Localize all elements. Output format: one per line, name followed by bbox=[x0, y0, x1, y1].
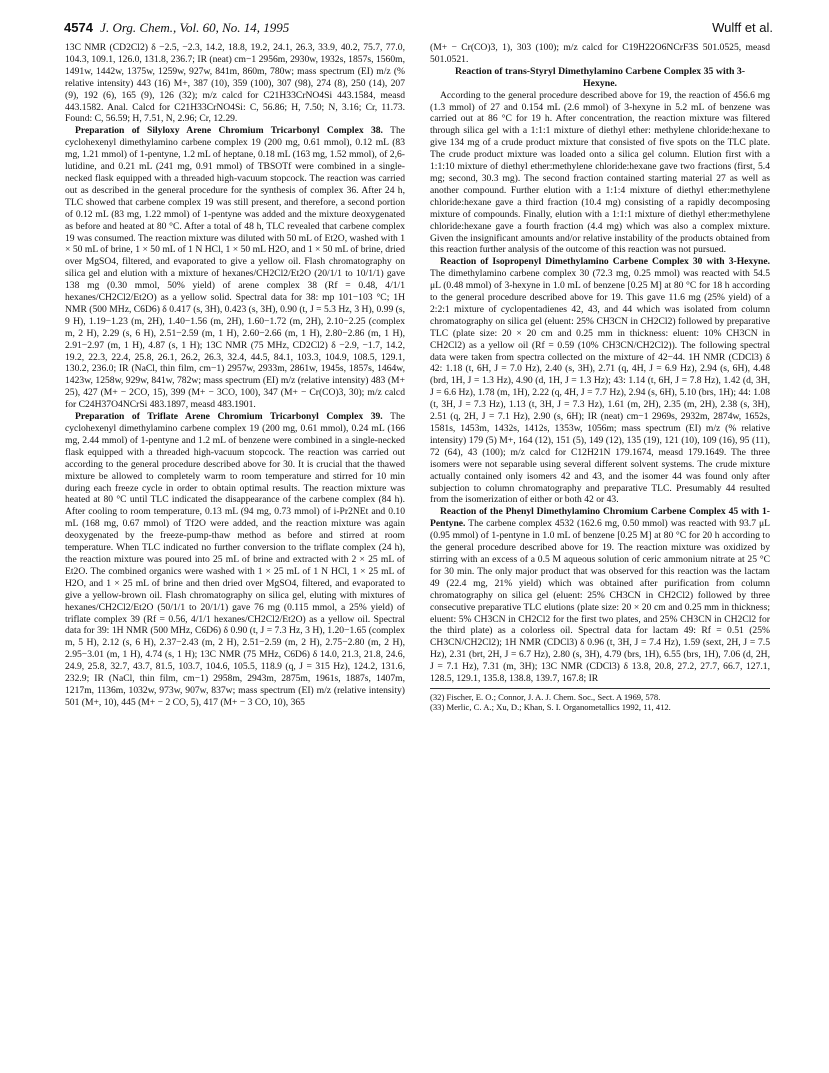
section-text-complex-30: The dimethylamino carbene complex 30 (72.3 mg, 0.25 mmol) was reacted with 54.5 μL (0.48 mmol) of 3-hexyne in 1.0 mL of benzene [0.25 M] at 80 °C for 18 h according to the general procedure described above for 19. This gave 11.6 mg (25% yield) of a 2:2:1 mixture of cyclopentadienes 42, 43, and 44 which was isolated from column chromatography on silica gel (eluent: 25% CH3CN in CH2Cl2) followed by preparative TLC (plate size: 20 × 20 cm and 0.25 mm in thickness: eluent: 10% CH3CN in CH2Cl2) as a yellow oil (Rf = 0.59 (10% CH3CN/CH2Cl2)). The following spectral data were taken from spectra collected on the mixture of 42−44. 1H NMR (CDCl3) δ 42: 1.18 (t, 6H, J = 7.0 Hz), 2.40 (s, 3H), 2.71 (q, 4H, J = 6.9 Hz), 2.94 (s, 6H), 4.48 (brd, 1H, J = 1.3 Hz), 4.90 (d, 1H, J = 1.3 Hz); 43: 1.14 (t, 6H, J = 7.8 Hz), 1.42 (d, 3H, J = 6.6 Hz), 1.78 (m, 1H), 2.22 (q, 4H, J = 7.7 Hz), 2.94 (s, 6H), 5.10 (brs, 1H); 44: 1.08 (t, 3H, J = 7.3 Hz), 1.13 (t, 3H, J = 7.3 Hz), 1.61 (m, 2H), 2.35 (m, 2H), 2.38 (s, 3H), 2.51 (q, 2H, J = 7.1 Hz), 2.90 (s, 6H); IR (neat) cm−1 2969s, 2932m, 2874w, 1652s, 1581s, 1453m, 1432s, 1412s, 1353w, 1056m; mass spectrum (EI) m/z (% relative intensity) 179 (5) M+, 164 (12), 151 (5), 149 (12), 135 (19), 121 (10), 109 (16), 95 (11), 72 (64), 43 (100); m/z calcd for C12H21N 179.1674, measd 179.1649. The three isomers were not separable using several different solvent systems. The crude mixture actually contained only isomers 42 and 43, and the isomer 44 was found only after subjection to column chromatography and preparative TLC. Presumably 44 resulted from the isomerization of either or both 42 or 43. bbox=[430, 268, 770, 506]
section-text-complex-38: The cyclohexenyl dimethylamino carbene complex 19 (200 mg, 0.61 mmol), 0.12 mL (83 mg, 1.21 mmol) of 1-pentyne, 1.2 mL of heptane, 0.18 mL (163 mg, 1.52 mmol), of 2,6-lutidine, and 0.21 mL (241 mg, 0.91 mmol) of TBSOTf were combined in a single-necked flask equipped with a threaded high-vacuum stopcock. The reaction was carried out as described in the general procedure for the synthesis of complex 36. After 24 h, TLC showed that carbene complex 19 was still present, and therefore, a second portion of 0.12 mL (83 mg, 1.22 mmol) of 1-pentyne was added and the mixture deoxygenated as before and heated at 80 °C. After a total of 48 h, TLC revealed that carbene complex 19 was consumed. The reaction mixture was diluted with 50 mL of Et2O, washed with 1 × 50 mL of brine, 1 × 50 mL of 1 N HCl, 1 × 50 mL H2O, and 1 × 50 mL of brine, dried over MgSO4, filtered, and evaporated to give a yellow oil. Flash chromatography on silica gel and elution with a mixture of hexanes/CH2Cl2/Et2O (20/1/1 to 10/1/1) gave 138 mg (0.30 mmol, 50% yield) of arene complex 38 (Rf = 0.48, 4/1/1 hexanes/CH2Cl2/Et2O) as a yellow solid. Spectral data for 38: mp 101−103 °C; 1H NMR (500 MHz, C6D6) δ 0.417 (s, 3H), 0.423 (s, 3H), 0.90 (t, J = 5.3 Hz, 3 H), 0.99 (s, 9 H), 1.19−1.23 (m, 2H), 1.40−1.56 (m, 2H), 1.60−1.72 (m, 2H), 2.10−2.25 (complex m, 2 H), 2.29 (s, 6 H), 2.51−2.59 (m, 1 H), 2.60−2.66 (m, 1 H), 2.80−2.86 (m, 1 H), 2.91−2.97 (m, 1 H), 4.87 (s, 1 H); 13C NMR (75 MHz, CD2Cl2) δ −2.9, −1.7, 14.2, 19.2, 22.3, 22.4, 25.8, 26.1, 26.2, 26.3, 32.4, 44.5, 84.1, 103.3, 104.9, 108.5, 129.1, 130.2, 236.0; IR (NaCl, thin film, cm−1) 2957w, 2933m, 2861w, 1945s, 1857s, 1464w, 1423w, 1258w, 929w, 841w, 782w; mass spectrum (EI) m/z (relative intensity) 483 (M+ 25), 427 (M+ − 2CO, 15), 399 (M+ − 3CO, 100), 347 (M+ − Cr(CO)3, 30); m/z calcd for C24H37O4NCrSi 483.1897, measd 483.1901. bbox=[65, 125, 405, 411]
section-heading-complex-45: Reaction of the Phenyl Dimethylamino Chromium Carbene Complex 45 with 1-Pentyne. bbox=[430, 506, 770, 530]
footnote-33: (33) Merlic, C. A.; Xu, D.; Khan, S. I. Organometallics 1992, 11, 412. bbox=[430, 702, 671, 713]
section-heading-complex-30: Reaction of Isopropenyl Dimethylamino Carbene Complex 30 with 3-Hexyne. bbox=[440, 256, 770, 268]
journal-citation bbox=[64, 20, 289, 36]
section-complex-38 bbox=[65, 125, 405, 411]
section-text-complex-45: The carbene complex 4532 (162.6 mg, 0.50 mmol) was reacted with 93.7 μL (0.95 mmol) of 1-pentyne in 1.0 mL of benzene [0.25 M] at 80 °C for 20 h according to the general procedure described above for 19. The reaction mixture was oxidized by stirring with an excess of a 0.5 M aqueous solution of ceric ammonium nitrate at 25 °C for 30 min. The only major product that was observed for this reaction was the lactam 49 (22.4 mg, 21% yield) which was obtained after purification from column chromatography on silica gel (eluent: 25% CH3CN in CH2Cl2) followed by three consecutive preparative TLC elutions (plate size: 20 × 20 cm and 0.25 mm in thickness; eluent: 5% CH3CN in CH2Cl2 for the first two plates, and 25% CH3CN in CH2Cl2 for the third plate) as a colorless oil. Spectral data for lactam 49: Rf = 0.51 (25% CH3CN/CH2Cl2); 1H NMR (CDCl3) δ 0.96 (t, 3H, J = 7.4 Hz), 1.59 (sext, 2H, J = 7.5 Hz), 2.31 (brt, 2H, J = 6.7 Hz), 2.80 (s, 3H), 4.79 (brs, 1H), 6.55 (brs, 1H), 7.06 (d, 2H, J = 7.1 Hz), 7.31 (m, 3H); 13C NMR (CDCl3) δ 13.8, 20.8, 27.2, 27.7, 66.7, 127.1, 128.5, 129.1, 135.8, 138.8, 139.7, 167.8; IR bbox=[430, 518, 770, 685]
section-complex-39 bbox=[65, 411, 405, 709]
section-text-complex-39: The cyclohexenyl dimethylamino carbene complex 19 (200 mg, 0.61 mmol), 0.24 mL (166 mg, 2.44 mmol) of 1-pentyne and 1.2 mL of benzene were combined in a single-necked flask equipped with a threaded high-vacuum stopcock. The reaction was carried out according to the general procedure described above for 30. It is crucial that the thawed mixture be allowed to completely warm to room temperature and stirred for 10 min during each freeze cycle in order to obtain optimal results. The reaction mixture was heated at 80 °C until TLC indicated the disappearance of the carbene complex (84 h). After cooling to room temperature, 0.13 mL (94 mg, 0.73 mmol) of i-Pr2NEt and 0.10 mL (168 mg, 0.67 mmol) of Tf2O were added, and the reaction mixture was again deoxygenated by the freeze-pump-thaw method as before and stirred at room temperature. When TLC indicated no further conversion to the triflate complex (24 h), the reaction mixture was poured into 25 mL of brine and extracted with 2 × 25 mL of Et2O. The combined organics were washed with 1 × 25 mL of 1 N HCl, 1 × 25 mL of H2O, and 1 × 25 mL of brine and then dried over MgSO4, filtered, and evaporated to give a yellow-brown oil. Flash chromatography on silica gel, eluting with mixtures of hexanes/CH2Cl2/Et2O (50/1/1 to 20/1/1) gave 76 mg (0.115 mmol, a 25% yield) of triflate complex 39 (Rf = 0.56, 4/1/1 hexanes/CH2Cl2/Et2O) as a yellow oil. Spectral data for 39: 1H NMR (500 MHz, C6D6) δ 0.90 (t, J = 7.3 Hz, 3 H), 1.20−1.65 (complex m, 5 H), 2.12 (s, 6 H), 2.37−2.43 (m, 2 H), 2.51−2.59 (m, 2 H), 2.75−2.80 (m, 2 H), 2.95−3.01 (m, 1 H), 4.74 (s, 1 H); 13C NMR (75 MHz, C6D6) δ 14.0, 21.3, 21.8, 24.6, 24.9, 25.8, 32.7, 43.7, 81.5, 103.7, 104.6, 105.5, 118.9 (q, J = 315 Hz), 124.2, 131.6, 232.9; IR (NaCl, thin film, cm−1) 2958m, 2943m, 2875m, 1961s, 1887s, 1407m, 1217m, 1136m, 1032w, 973w, 907w, 837w; mass spectrum (EI) m/z (relative intensity) 501 (M+, 10), 445 (M+ − 2 CO, 5), 417 (M+ − 3 CO, 10), 365 bbox=[65, 411, 405, 708]
section-text-complex-35: According to the general procedure described above for 19, the reaction of 456.6 mg (1.3 mmol) of 27 and 0.154 mL (2.6 mmol) of 3-hexyne in 5.2 mL of benzene was carried out at 86 °C for 19 h. After concentration, the reaction mixture was filtered through silica gel with a 1:1:1 mixture of diethyl ether: methylene chloride:hexane to give 134 mg of a crude product mixture that consisted of five spots on the TLC plate. The crude product mixture was loaded onto a silica gel column. Elution first with a 1:1:10 mixture of diethyl ether:methylene chloride:hexane gave two fractions (first, 5.4 mg; second, 30.3 mg). The second fraction contained starting material 27 as well as another compound. Further elution with a 1:1:4 mixture of diethyl ether:methylene chloride:hexane gave a third fraction (10.4 mg) consisting of a rapidly decomposing mixture of compounds. Finally, elution with a 1:1:1 mixture of diethyl ether:methylene chloride:hexane gave a fourth fraction (4.4 mg) which was also a complex mixture. Given the insignificant amounts and/or relative instability of the products obtained from this reaction further analysis of the outcome of this reaction was not pursued. bbox=[430, 89, 770, 256]
section-heading-complex-35: Reaction of trans-Styryl Dimethylamino Carbene Complex 35 with 3-Hexyne. bbox=[454, 65, 746, 89]
page-number: 4574 bbox=[64, 20, 93, 35]
running-authors: Wulff et al. bbox=[712, 20, 773, 35]
section-complex-30 bbox=[430, 256, 770, 506]
page-header bbox=[64, 20, 773, 38]
nmr-data-paragraph: 13C NMR (CD2Cl2) δ −2.5, −2.3, 14.2, 18.8, 19.2, 24.1, 26.3, 33.9, 40.2, 75.7, 77.0, 104.3, 109.1, 126.0, 131.8, 236.7; IR (neat) cm−1 2956m, 2930w, 1932s, 1857s, 1560m, 1491w, 1442w, 1375w, 1259w, 927w, 841m, 860m, 780w; mass spectrum (EI) m/z (% relative intensity) 443 (16) M+, 387 (10), 359 (100), 307 (98), 274 (8), 250 (14), 207 (9), 192 (6), 165 (9), 126 (32); m/z calcd for C21H33CrNO4Si 443.1584, measd 443.1582. Anal. Calcd for C21H33CrNO4Si: C, 56.86; H, 7.50; N, 3.16; Cr, 11.73. Found: C, 56.59; H, 7.51, N, 2.96; Cr, 12.29. bbox=[65, 42, 405, 125]
left-column bbox=[65, 42, 405, 709]
right-column bbox=[430, 42, 770, 713]
footnotes bbox=[430, 688, 770, 713]
section-heading-complex-39: Preparation of Triflate Arene Chromium Tricarbonyl Complex 39. bbox=[75, 411, 383, 423]
section-complex-45 bbox=[430, 506, 770, 685]
footnote-32: (32) Fischer, E. O.; Connor, J. A. J. Chem. Soc., Sect. A 1969, 578. bbox=[430, 691, 661, 702]
continued-paragraph: (M+ − Cr(CO)3, 1), 303 (100); m/z calcd for C19H22O6NCrF3S 501.0525, measd 501.0521. bbox=[430, 42, 770, 65]
section-heading-complex-38: Preparation of Silyloxy Arene Chromium Tricarbonyl Complex 38. bbox=[75, 125, 383, 137]
journal-name: J. Org. Chem., Vol. 60, No. 14, 1995 bbox=[100, 20, 290, 35]
